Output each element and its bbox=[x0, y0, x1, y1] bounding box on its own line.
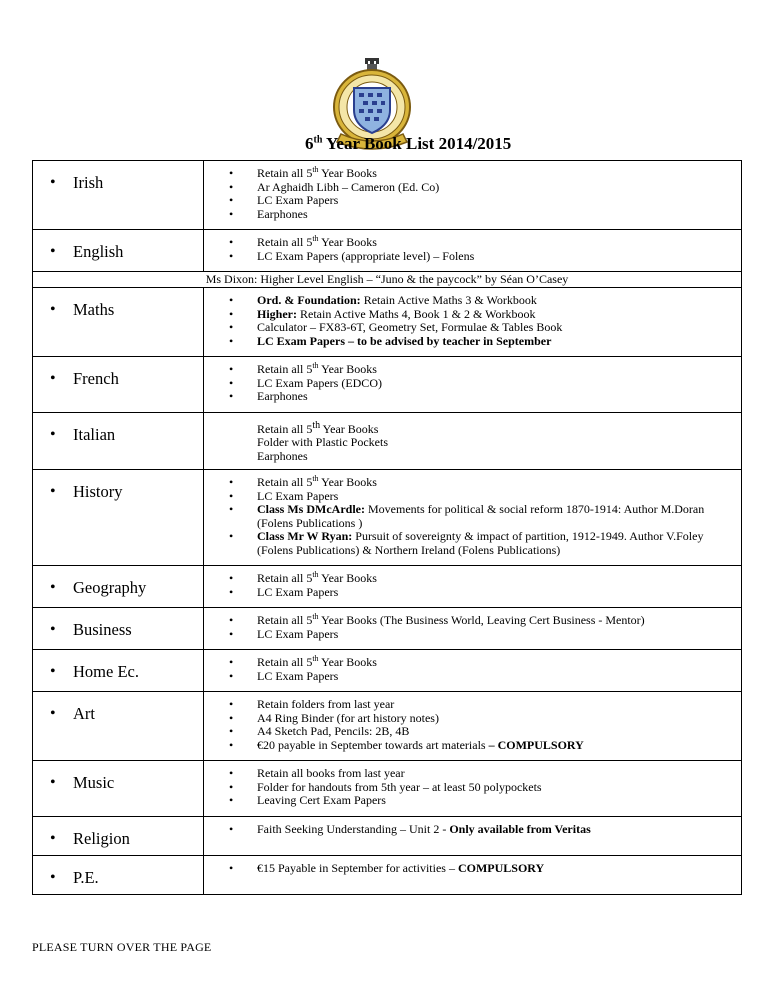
subject-name: Business bbox=[73, 620, 132, 639]
subject-row-religion bbox=[33, 816, 742, 855]
item-text: COMPULSORY bbox=[457, 860, 545, 875]
list-item bbox=[204, 614, 733, 628]
list-item bbox=[204, 476, 733, 490]
list-item bbox=[204, 572, 733, 586]
list-item bbox=[204, 321, 733, 335]
list-item bbox=[204, 167, 733, 181]
subject-name: Music bbox=[73, 773, 115, 792]
bullet-icon: • bbox=[229, 697, 234, 711]
item-text: LC Exam Papers (appropriate level) – Folens bbox=[257, 248, 475, 263]
item-text: Year Books bbox=[318, 571, 377, 585]
item-text: Retain all books from last year bbox=[257, 766, 405, 780]
item-text: Retain all 5 bbox=[257, 613, 313, 627]
list-item bbox=[204, 739, 733, 753]
list-item bbox=[204, 862, 733, 876]
item-text: th bbox=[312, 654, 319, 663]
bullet-icon: • bbox=[229, 793, 234, 807]
bullet-icon: • bbox=[229, 779, 234, 794]
item-text: th bbox=[312, 612, 319, 621]
item-text: – COMPULSORY bbox=[488, 737, 584, 752]
bullet-icon: • bbox=[229, 860, 234, 875]
bullet-icon: • bbox=[229, 166, 234, 180]
bullet-icon: • bbox=[229, 529, 234, 543]
subject-name: Maths bbox=[73, 300, 115, 319]
bullet-icon: • bbox=[50, 774, 56, 791]
item-text: LC Exam Papers – to be advised by teacher in September bbox=[257, 333, 552, 348]
item-text: th bbox=[312, 474, 319, 483]
item-text: Retain all 5 bbox=[257, 235, 313, 249]
list-item bbox=[204, 377, 733, 391]
bullet-icon: • bbox=[229, 613, 234, 627]
item-text: Higher: bbox=[257, 306, 297, 321]
item-text: Retain all 5 bbox=[257, 166, 313, 180]
bullet-icon: • bbox=[50, 425, 56, 443]
subject-name: P.E. bbox=[73, 867, 99, 887]
bullet-icon: • bbox=[229, 475, 234, 489]
list-item bbox=[204, 250, 733, 264]
bullet-icon: • bbox=[229, 766, 234, 780]
item-text: Class Mr W Ryan: bbox=[257, 529, 353, 543]
subject-row-business bbox=[33, 608, 742, 650]
list-item bbox=[204, 308, 733, 322]
footer-note: PLEASE TURN OVER THE PAGE bbox=[32, 940, 212, 954]
subject-name: Art bbox=[73, 704, 95, 723]
item-text: Ar Aghaidh Libh – Cameron (Ed. Co) bbox=[257, 179, 440, 194]
item-text: th bbox=[312, 570, 319, 579]
item-text: Folder with Plastic Pockets bbox=[257, 435, 388, 449]
item-text: LC Exam Papers bbox=[257, 584, 339, 599]
list-item bbox=[204, 794, 733, 808]
item-text: Earphones bbox=[257, 448, 308, 463]
bullet-icon: • bbox=[229, 571, 234, 585]
subject-row-maths bbox=[33, 288, 742, 357]
list-item bbox=[204, 767, 733, 781]
item-text: A4 Ring Binder (for art history notes) bbox=[257, 710, 439, 725]
item-text: Faith Seeking Understanding – Unit 2 - bbox=[257, 821, 450, 836]
item-text: th bbox=[312, 361, 319, 370]
list-item bbox=[204, 208, 733, 222]
list-item bbox=[204, 725, 733, 739]
item-text: LC Exam Papers (EDCO) bbox=[257, 375, 382, 390]
bullet-icon: • bbox=[50, 483, 56, 500]
list-item bbox=[204, 530, 733, 557]
subject-name: Geography bbox=[73, 578, 147, 597]
subject-row-history bbox=[33, 470, 742, 566]
list-item bbox=[204, 181, 733, 195]
item-text: Retain all 5 bbox=[257, 571, 313, 585]
list-item bbox=[204, 628, 733, 642]
item-text: Retain folders from last year bbox=[257, 697, 395, 711]
subject-row-p-e bbox=[33, 855, 742, 894]
list-item bbox=[204, 294, 733, 308]
subject-row-home-ec bbox=[33, 650, 742, 692]
item-text: €15 Payable in September for activities – bbox=[257, 860, 458, 875]
item-text: th bbox=[312, 234, 319, 243]
subject-row-italian bbox=[33, 412, 742, 470]
list-item bbox=[204, 335, 733, 349]
bullet-icon: • bbox=[229, 502, 234, 516]
list-item bbox=[257, 450, 733, 464]
list-item bbox=[204, 823, 733, 837]
bullet-icon: • bbox=[229, 375, 234, 390]
item-text: Earphones bbox=[257, 389, 308, 403]
item-text: Retain Active Maths 4, Book 1 & 2 & Workbook bbox=[297, 306, 536, 321]
item-text: LC Exam Papers bbox=[257, 488, 339, 503]
bullet-icon: • bbox=[229, 320, 234, 334]
list-item bbox=[257, 419, 733, 437]
item-text: Retain all 5 bbox=[257, 475, 313, 489]
subject-name: Home Ec. bbox=[73, 662, 139, 681]
item-text: Year Books (The Business World, Leaving Cert Business - Mentor) bbox=[318, 613, 645, 627]
list-item bbox=[204, 490, 733, 504]
bullet-icon: • bbox=[229, 179, 234, 194]
bullet-icon: • bbox=[229, 362, 234, 376]
bullet-icon: • bbox=[229, 584, 234, 599]
bullet-icon: • bbox=[229, 488, 234, 503]
list-item bbox=[204, 194, 733, 208]
list-item bbox=[204, 586, 733, 600]
item-text: Year Books bbox=[318, 235, 377, 249]
bullet-icon: • bbox=[229, 193, 234, 207]
item-text: LC Exam Papers bbox=[257, 193, 339, 207]
item-text: €20 payable in September towards art materials bbox=[257, 737, 489, 752]
bullet-icon: • bbox=[229, 206, 234, 221]
list-item bbox=[204, 712, 733, 726]
bullet-icon: • bbox=[229, 655, 234, 669]
bullet-icon: • bbox=[229, 737, 234, 752]
teacher-note-row bbox=[33, 272, 742, 288]
subject-name: History bbox=[73, 482, 123, 501]
bullet-icon: • bbox=[229, 248, 234, 263]
item-text: Retain all 5 bbox=[257, 655, 313, 669]
subject-row-geography bbox=[33, 566, 742, 608]
subject-name: French bbox=[73, 369, 119, 388]
item-text: Retain Active Maths 3 & Workbook bbox=[360, 293, 537, 307]
item-text: th bbox=[312, 165, 319, 174]
bullet-icon: • bbox=[50, 301, 56, 318]
item-text: LC Exam Papers bbox=[257, 626, 339, 641]
item-text: Only available from Veritas bbox=[449, 821, 591, 836]
bullet-icon: • bbox=[50, 663, 56, 680]
bullet-icon: • bbox=[50, 829, 56, 847]
list-item bbox=[204, 363, 733, 377]
subject-row-art bbox=[33, 692, 742, 761]
subject-name: Irish bbox=[73, 173, 104, 192]
list-item bbox=[204, 670, 733, 684]
subject-row-english bbox=[33, 230, 742, 272]
bullet-icon: • bbox=[229, 333, 234, 348]
item-text: Leaving Cert Exam Papers bbox=[257, 793, 386, 807]
item-text: Class Ms DMcArdle: bbox=[257, 502, 365, 516]
bullet-icon: • bbox=[229, 724, 234, 738]
bullet-icon: • bbox=[50, 868, 56, 886]
list-item bbox=[204, 698, 733, 712]
list-item bbox=[257, 436, 733, 450]
bullet-icon: • bbox=[50, 621, 56, 638]
subject-name: Italian bbox=[73, 424, 116, 444]
item-text: Retain all 5 bbox=[257, 421, 313, 436]
bullet-icon: • bbox=[229, 668, 234, 683]
item-text: th bbox=[312, 419, 321, 431]
bullet-icon: • bbox=[50, 370, 56, 387]
item-text: Year Books bbox=[318, 362, 377, 376]
item-text: A4 Sketch Pad, Pencils: 2B, 4B bbox=[257, 724, 410, 738]
bullet-icon: • bbox=[50, 243, 56, 260]
bullet-icon: • bbox=[229, 626, 234, 641]
subject-row-french bbox=[33, 357, 742, 413]
item-text: Earphones bbox=[257, 206, 308, 221]
list-item bbox=[204, 503, 733, 530]
teacher-note: Ms Dixon: Higher Level English – “Juno & the paycock” by Séan O’Casey bbox=[33, 272, 742, 288]
subject-row-music bbox=[33, 761, 742, 817]
subject-name: Religion bbox=[73, 828, 130, 848]
item-text: Year Books bbox=[318, 655, 377, 669]
subject-row-irish bbox=[33, 161, 742, 230]
list-item bbox=[204, 236, 733, 250]
item-text: Year Books bbox=[318, 166, 377, 180]
subject-name: English bbox=[73, 242, 124, 261]
list-item bbox=[204, 781, 733, 795]
item-text: Calculator – FX83-6T, Geometry Set, Formulae & Tables Book bbox=[257, 320, 563, 334]
bullet-icon: • bbox=[229, 235, 234, 249]
bullet-icon: • bbox=[229, 389, 234, 403]
item-text: Year Books bbox=[318, 475, 377, 489]
list-item bbox=[204, 390, 733, 404]
book-list-table bbox=[32, 160, 742, 895]
item-text: Pursuit of sovereignty & impact of partition, 1912-1949. Author V.Foley (Folens Publications) & Northern Ireland (Folens Publications) bbox=[257, 529, 704, 557]
bullet-icon: • bbox=[229, 821, 234, 836]
item-text: LC Exam Papers bbox=[257, 668, 339, 683]
bullet-icon: • bbox=[229, 710, 234, 725]
list-item bbox=[204, 656, 733, 670]
bullet-icon: • bbox=[50, 174, 56, 191]
bullet-icon: • bbox=[229, 293, 234, 307]
item-text: Retain all 5 bbox=[257, 362, 313, 376]
item-text: Year Books bbox=[320, 421, 379, 436]
item-text: Folder for handouts from 5th year – at least 50 polypockets bbox=[257, 779, 542, 794]
bullet-icon: • bbox=[50, 579, 56, 596]
item-text: Movements for political & social reform 1870-1914: Author M.Doran (Folens Publications ) bbox=[257, 502, 705, 530]
bullet-icon: • bbox=[50, 705, 56, 722]
item-text: Ord. & Foundation: bbox=[257, 293, 361, 307]
bullet-icon: • bbox=[229, 306, 234, 321]
